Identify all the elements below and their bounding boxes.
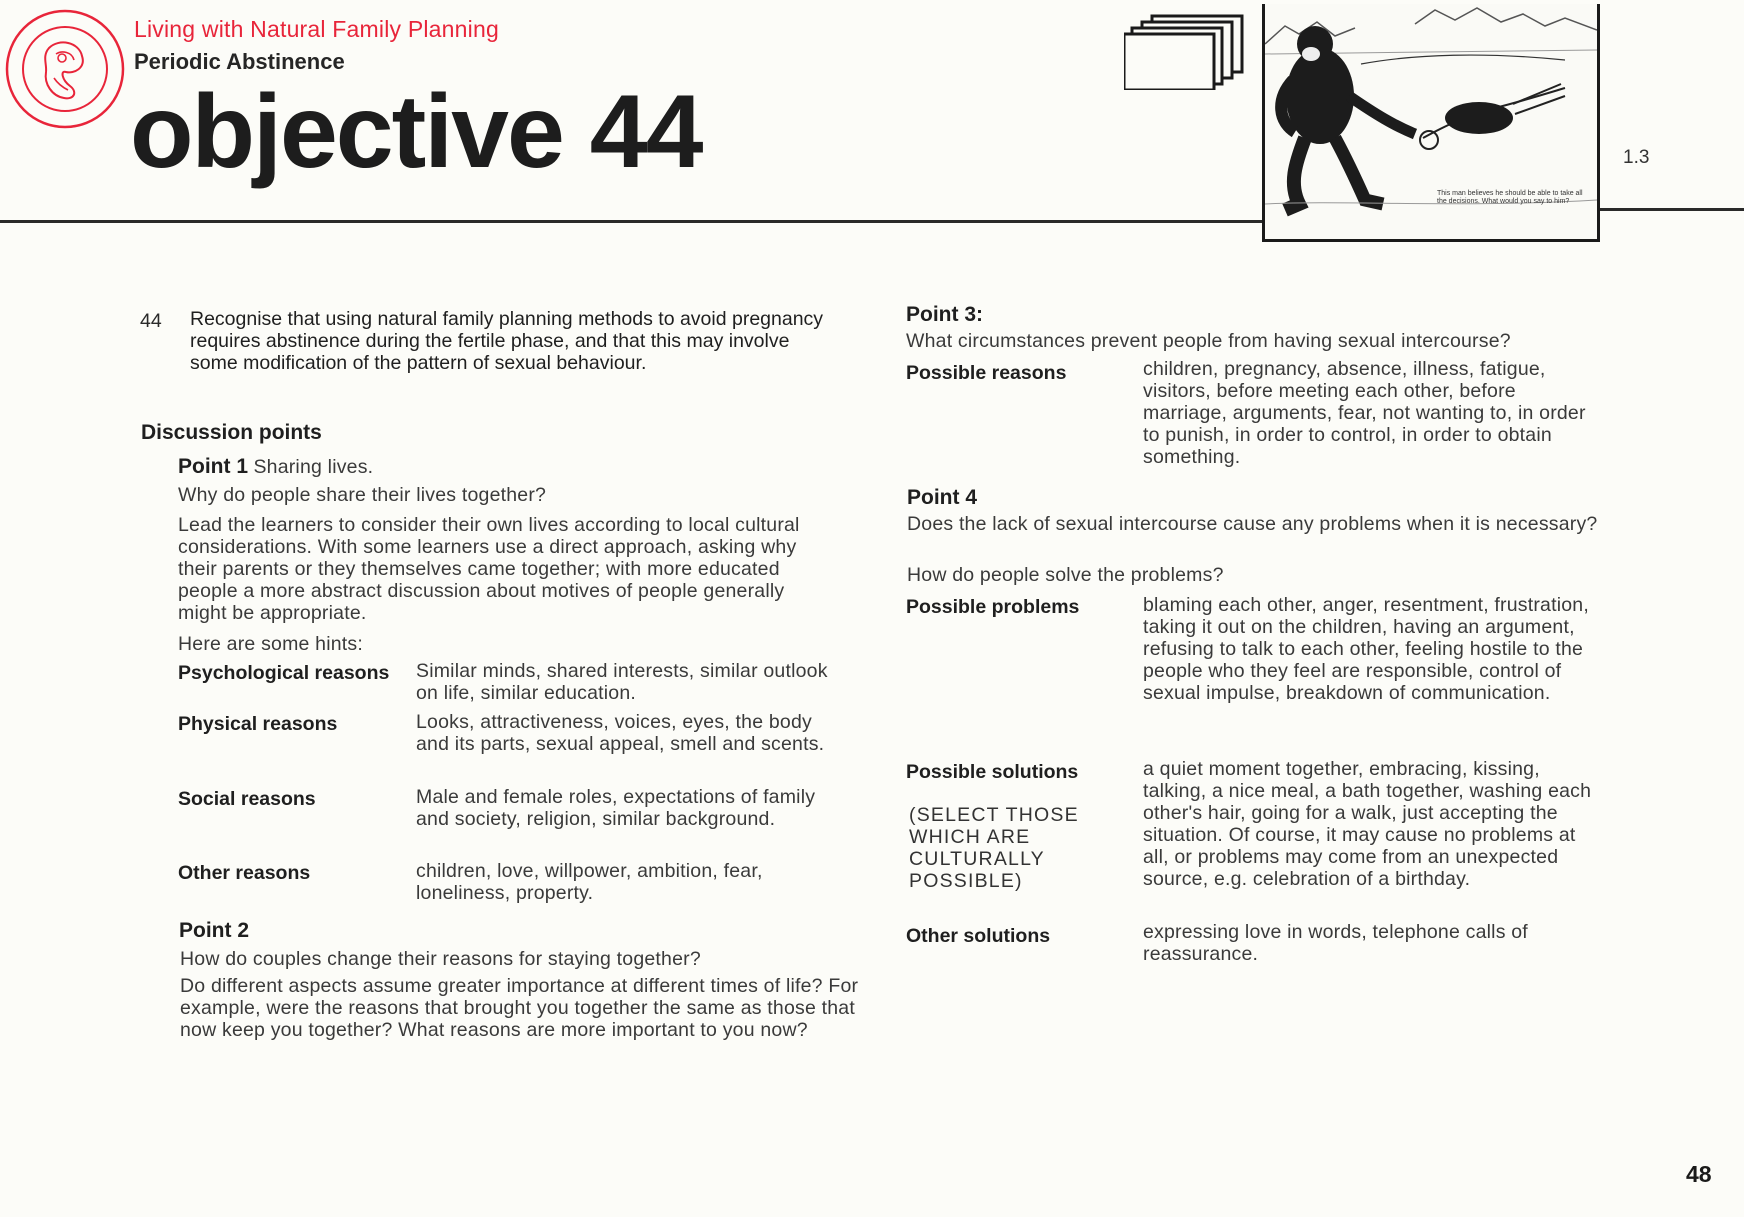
series-title: Living with Natural Family Planning — [134, 16, 499, 42]
stacked-cards-icon — [1124, 14, 1246, 90]
emblem-logo-icon — [4, 8, 126, 130]
header-rule — [0, 220, 1263, 223]
point1-title: Sharing lives. — [253, 456, 374, 478]
point2-heading: Point 2 — [179, 919, 250, 942]
point1-heading — [178, 456, 373, 478]
reason-label-physical: Physical reasons — [178, 713, 338, 735]
point4-heading: Point 4 — [907, 486, 978, 509]
point1-body-b: asking why their parents or they themselves came together; with more educated people a more abstract discussion about motives of people generally might be appropriate. — [178, 536, 797, 624]
point2-body: Do different aspects assume greater importance at different times of life? For example, were the reasons that brought you together the same as those that now keep you together? What reasons are more important to you now? — [180, 975, 859, 1041]
page-number: 48 — [1686, 1161, 1712, 1187]
illustration-panel — [1262, 4, 1600, 242]
point1-label: Point 1 — [178, 455, 249, 478]
page-title: objective 44 — [130, 74, 702, 190]
point2-question: How do couples change their reasons for staying together? — [180, 948, 701, 970]
possible-problems-label: Possible problems — [906, 596, 1080, 618]
point1-question: Why do people share their lives together? — [178, 484, 547, 506]
objective-text: Recognise that using natural family planning methods to avoid pregnancy requires abstinence during the fertile phase, and that this may involve some modification of the pattern of sexual behaviour. — [190, 308, 824, 374]
hints-intro: Here are some hints: — [178, 633, 363, 655]
point3-reasons-label: Possible reasons — [906, 362, 1067, 384]
reason-label-psychological: Psychological reasons — [178, 662, 390, 684]
topic-subtitle: Periodic Abstinence — [134, 49, 345, 74]
point1-body — [178, 514, 838, 624]
solutions-note: (SELECT THOSE WHICH ARE CULTURALLY POSSIBLE) — [909, 804, 1079, 892]
point3-question: What circumstances prevent people from having sexual intercourse? — [906, 330, 1511, 352]
illustration-caption: This man believes he should be able to take all the decisions. What would you say to him? — [1437, 190, 1583, 206]
discussion-heading: Discussion points — [141, 421, 322, 444]
reason-text-physical: Looks, attractiveness, voices, eyes, the body and its parts, sexual appeal, smell and scents. — [416, 711, 825, 755]
objective-number: 44 — [140, 310, 162, 332]
possible-solutions-text: a quiet moment together, embracing, kissing, talking, a nice meal, a bath together, washing each other's hair, going for a walk, just accepting the situation. Of course, it may cause no problems at all, or problems may come from an unexpected source, e.g. celebration of a birthday. — [1143, 758, 1592, 890]
section-number: 1.3 — [1623, 147, 1650, 168]
point1-body-a: Lead the learners to consider their own lives according to local cultural considerations. With some learners use a direct approach, — [178, 514, 800, 558]
point4-question2: How do people solve the problems? — [907, 564, 1224, 586]
possible-solutions-label: Possible solutions — [906, 761, 1079, 783]
point3-heading: Point 3: — [906, 303, 983, 326]
header-rule-right — [1600, 208, 1744, 211]
other-solutions-text: expressing love in words, telephone calls of reassurance. — [1143, 921, 1528, 965]
other-solutions-label: Other solutions — [906, 925, 1051, 947]
reason-text-social: Male and female roles, expectations of family and society, religion, similar background. — [416, 786, 816, 830]
reason-text-psychological: Similar minds, shared interests, similar outlook on life, similar education. — [416, 660, 828, 704]
reason-text-other: children, love, willpower, ambition, fear, loneliness, property. — [416, 860, 763, 904]
point3-reasons-text: children, pregnancy, absence, illness, fatigue, visitors, before meeting each other, before marriage, arguments, fear, not wanting to, in order to punish, in order to control, in order to obtain something. — [1143, 358, 1586, 468]
point4-question: Does the lack of sexual intercourse cause any problems when it is necessary? — [907, 513, 1598, 535]
possible-problems-text: blaming each other, anger, resentment, frustration, taking it out on the children, having an argument, refusing to talk to each other, feeling hostile to the people who they feel are responsible, control of sexual impulse, breakdown of communication. — [1143, 594, 1589, 704]
reason-label-other: Other reasons — [178, 862, 311, 884]
reason-label-social: Social reasons — [178, 788, 316, 810]
